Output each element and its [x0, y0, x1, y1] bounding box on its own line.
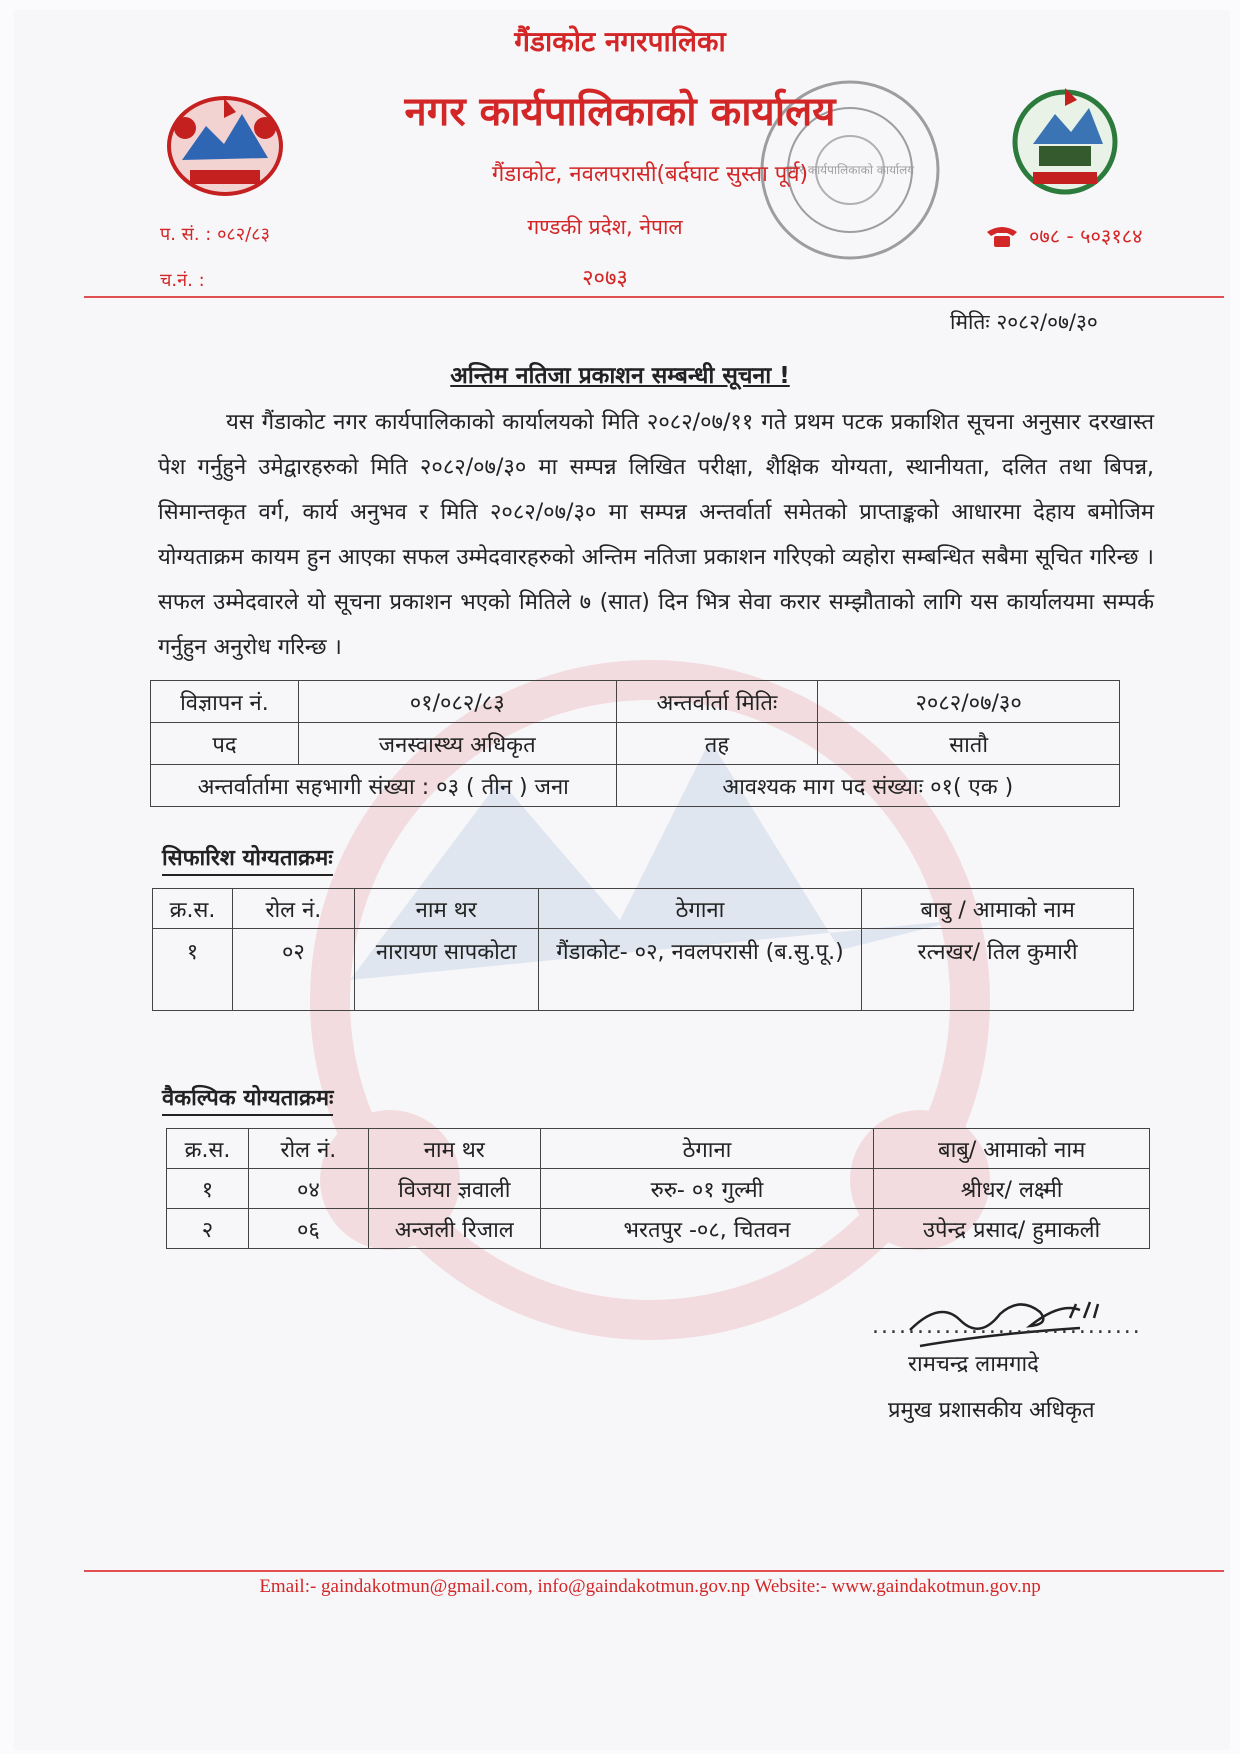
roll-cell: ०६ — [248, 1209, 368, 1249]
ad-no-label: विज्ञापन नं. — [151, 681, 299, 723]
name-cell: अन्जली रिजाल — [368, 1209, 540, 1249]
column-header: बाबु/ आमाको नाम — [874, 1129, 1150, 1169]
notice-title — [0, 358, 1240, 390]
interview-date-value: २०८२/०७/३० — [818, 681, 1120, 723]
telephone-icon — [985, 224, 1019, 248]
notice-date: मितिः २०८२/०७/३० — [950, 310, 1098, 334]
column-header: क्र.स. — [167, 1129, 249, 1169]
column-header: नाम थर — [354, 889, 538, 929]
alternate-section-title: वैकल्पिक योग्यताक्रमः — [162, 1082, 333, 1116]
phone-contact — [985, 222, 1143, 249]
address-cell: गैंडाकोट- ०२, नवलपरासी (ब.सु.पू.) — [538, 929, 862, 1011]
signer-title: प्रमुख प्रशासकीय अधिकृत — [888, 1398, 1095, 1423]
header-divider — [84, 296, 1224, 298]
participant-count: अन्तर्वार्तामा सहभागी संख्या : ०३ ( तीन ) जना — [151, 765, 617, 807]
address-cell: भरतपुर -०८, चितवन — [540, 1209, 874, 1249]
recommended-table — [152, 888, 1134, 1011]
level-value: सातौ — [818, 723, 1120, 765]
phone-number: ०७८ - ५०३१८४ — [1029, 224, 1143, 248]
column-header: ठेगाना — [540, 1129, 874, 1169]
table-row — [167, 1209, 1150, 1249]
table-row — [167, 1169, 1150, 1209]
signer-name: रामचन्द्र लामगादे — [908, 1352, 1039, 1377]
serial-cell: १ — [167, 1169, 249, 1209]
post-label: पद — [151, 723, 299, 765]
level-label: तह — [616, 723, 818, 765]
column-header: रोल नं. — [232, 889, 354, 929]
notice-title-text: अन्तिम नतिजा प्रकाशन सम्बन्धी सूचना ! — [450, 363, 790, 389]
vacancy-info-table — [150, 680, 1120, 807]
province-address: गण्डकी प्रदेश, नेपाल — [527, 215, 683, 239]
signature-line: .............................. — [872, 1314, 1142, 1339]
name-cell: विजया ज्ञवाली — [368, 1169, 540, 1209]
table-header-row — [167, 1129, 1150, 1169]
post-value: जनस्वास्थ्य अधिकृत — [298, 723, 616, 765]
parents-cell: श्रीधर/ लक्ष्मी — [874, 1169, 1150, 1209]
ad-no-value: ०१/०८२/८३ — [298, 681, 616, 723]
established-year: २०७३ — [582, 266, 628, 291]
alternate-table — [166, 1128, 1150, 1249]
serial-cell: २ — [167, 1209, 249, 1249]
interview-date-label: अन्तर्वार्ता मितिः — [616, 681, 818, 723]
footer-contact: Email:- gaindakotmun@gmail.com, info@gaindakotmun.gov.np Website:- www.gaindakotmun.gov.np — [259, 1576, 1041, 1597]
stamp-text: नगर कार्यपालिकाको कार्यालय — [785, 163, 915, 177]
reference-number: प. सं. : ०८२/८३ — [160, 224, 270, 245]
column-header: बाबु / आमाको नाम — [862, 889, 1134, 929]
parents-cell: रत्नखर/ तिल कुमारी — [862, 929, 1134, 1011]
office-address: गैंडाकोट, नवलपरासी(बर्दघाट सुस्ता पूर्व) — [491, 162, 809, 187]
table-row — [153, 929, 1134, 1011]
recommended-section-title: सिफारिश योग्यताक्रमः — [162, 842, 333, 876]
notice-body-text: यस गैंडाकोट नगर कार्यपालिकाको कार्यालयको मिति २०८२/०७/११ गते प्रथम पटक प्रकाशित सूचना अनुसार दरखास्त पेश गर्नुहुने उमेद्वारहरुको मिति २०८२/०७/३० मा सम्पन्न लिखित परीक्षा, शैक्षिक योग्यता, स्थानीयता, दलित तथा बिपन्न, सिमान्तकृत वर्ग, कार्य अनुभव र मिति २०८२/०७/३० मा सम्पन्न अन्तर्वार्ता समेतको प्राप्ताङ्कको आधारमा देहाय बमोजिम योग्यताक्रम कायम हुन आएका सफल उम्मेदवारहरुको अन्तिम नतिजा प्रकाशन गरिएको व्यहोरा सम्बन्धित सबैमा सूचित गरिन्छ । सफल उम्मेदवारले यो सूचना प्रकाशन भएको मितिले ७ (सात) दिन भित्र सेवा करार सम्झौताको लागि यस कार्यालयमा सम्पर्क गर्नुहुन अनुरोध गरिन्छ । — [158, 410, 1154, 660]
office-title: नगर कार्यपालिकाको कार्यालय — [404, 89, 836, 135]
serial-cell: १ — [153, 929, 233, 1011]
address-cell: रुरु- ०१ गुल्मी — [540, 1169, 874, 1209]
column-header: रोल नं. — [248, 1129, 368, 1169]
column-header: नाम थर — [368, 1129, 540, 1169]
column-header: ठेगाना — [538, 889, 862, 929]
column-header: क्र.स. — [153, 889, 233, 929]
municipality-name: गैंडाकोट नगरपालिका — [514, 25, 726, 58]
dispatch-number: च.नं. : — [160, 270, 205, 291]
name-cell: नारायण सापकोटा — [354, 929, 538, 1011]
required-post-count: आवश्यक माग पद संख्याः ०१( एक ) — [616, 765, 1120, 807]
roll-cell: ०२ — [232, 929, 354, 1011]
table-header-row — [153, 889, 1134, 929]
roll-cell: ०४ — [248, 1169, 368, 1209]
notice-body — [158, 400, 1154, 670]
parents-cell: उपेन्द्र प्रसाद/ हुमाकली — [874, 1209, 1150, 1249]
